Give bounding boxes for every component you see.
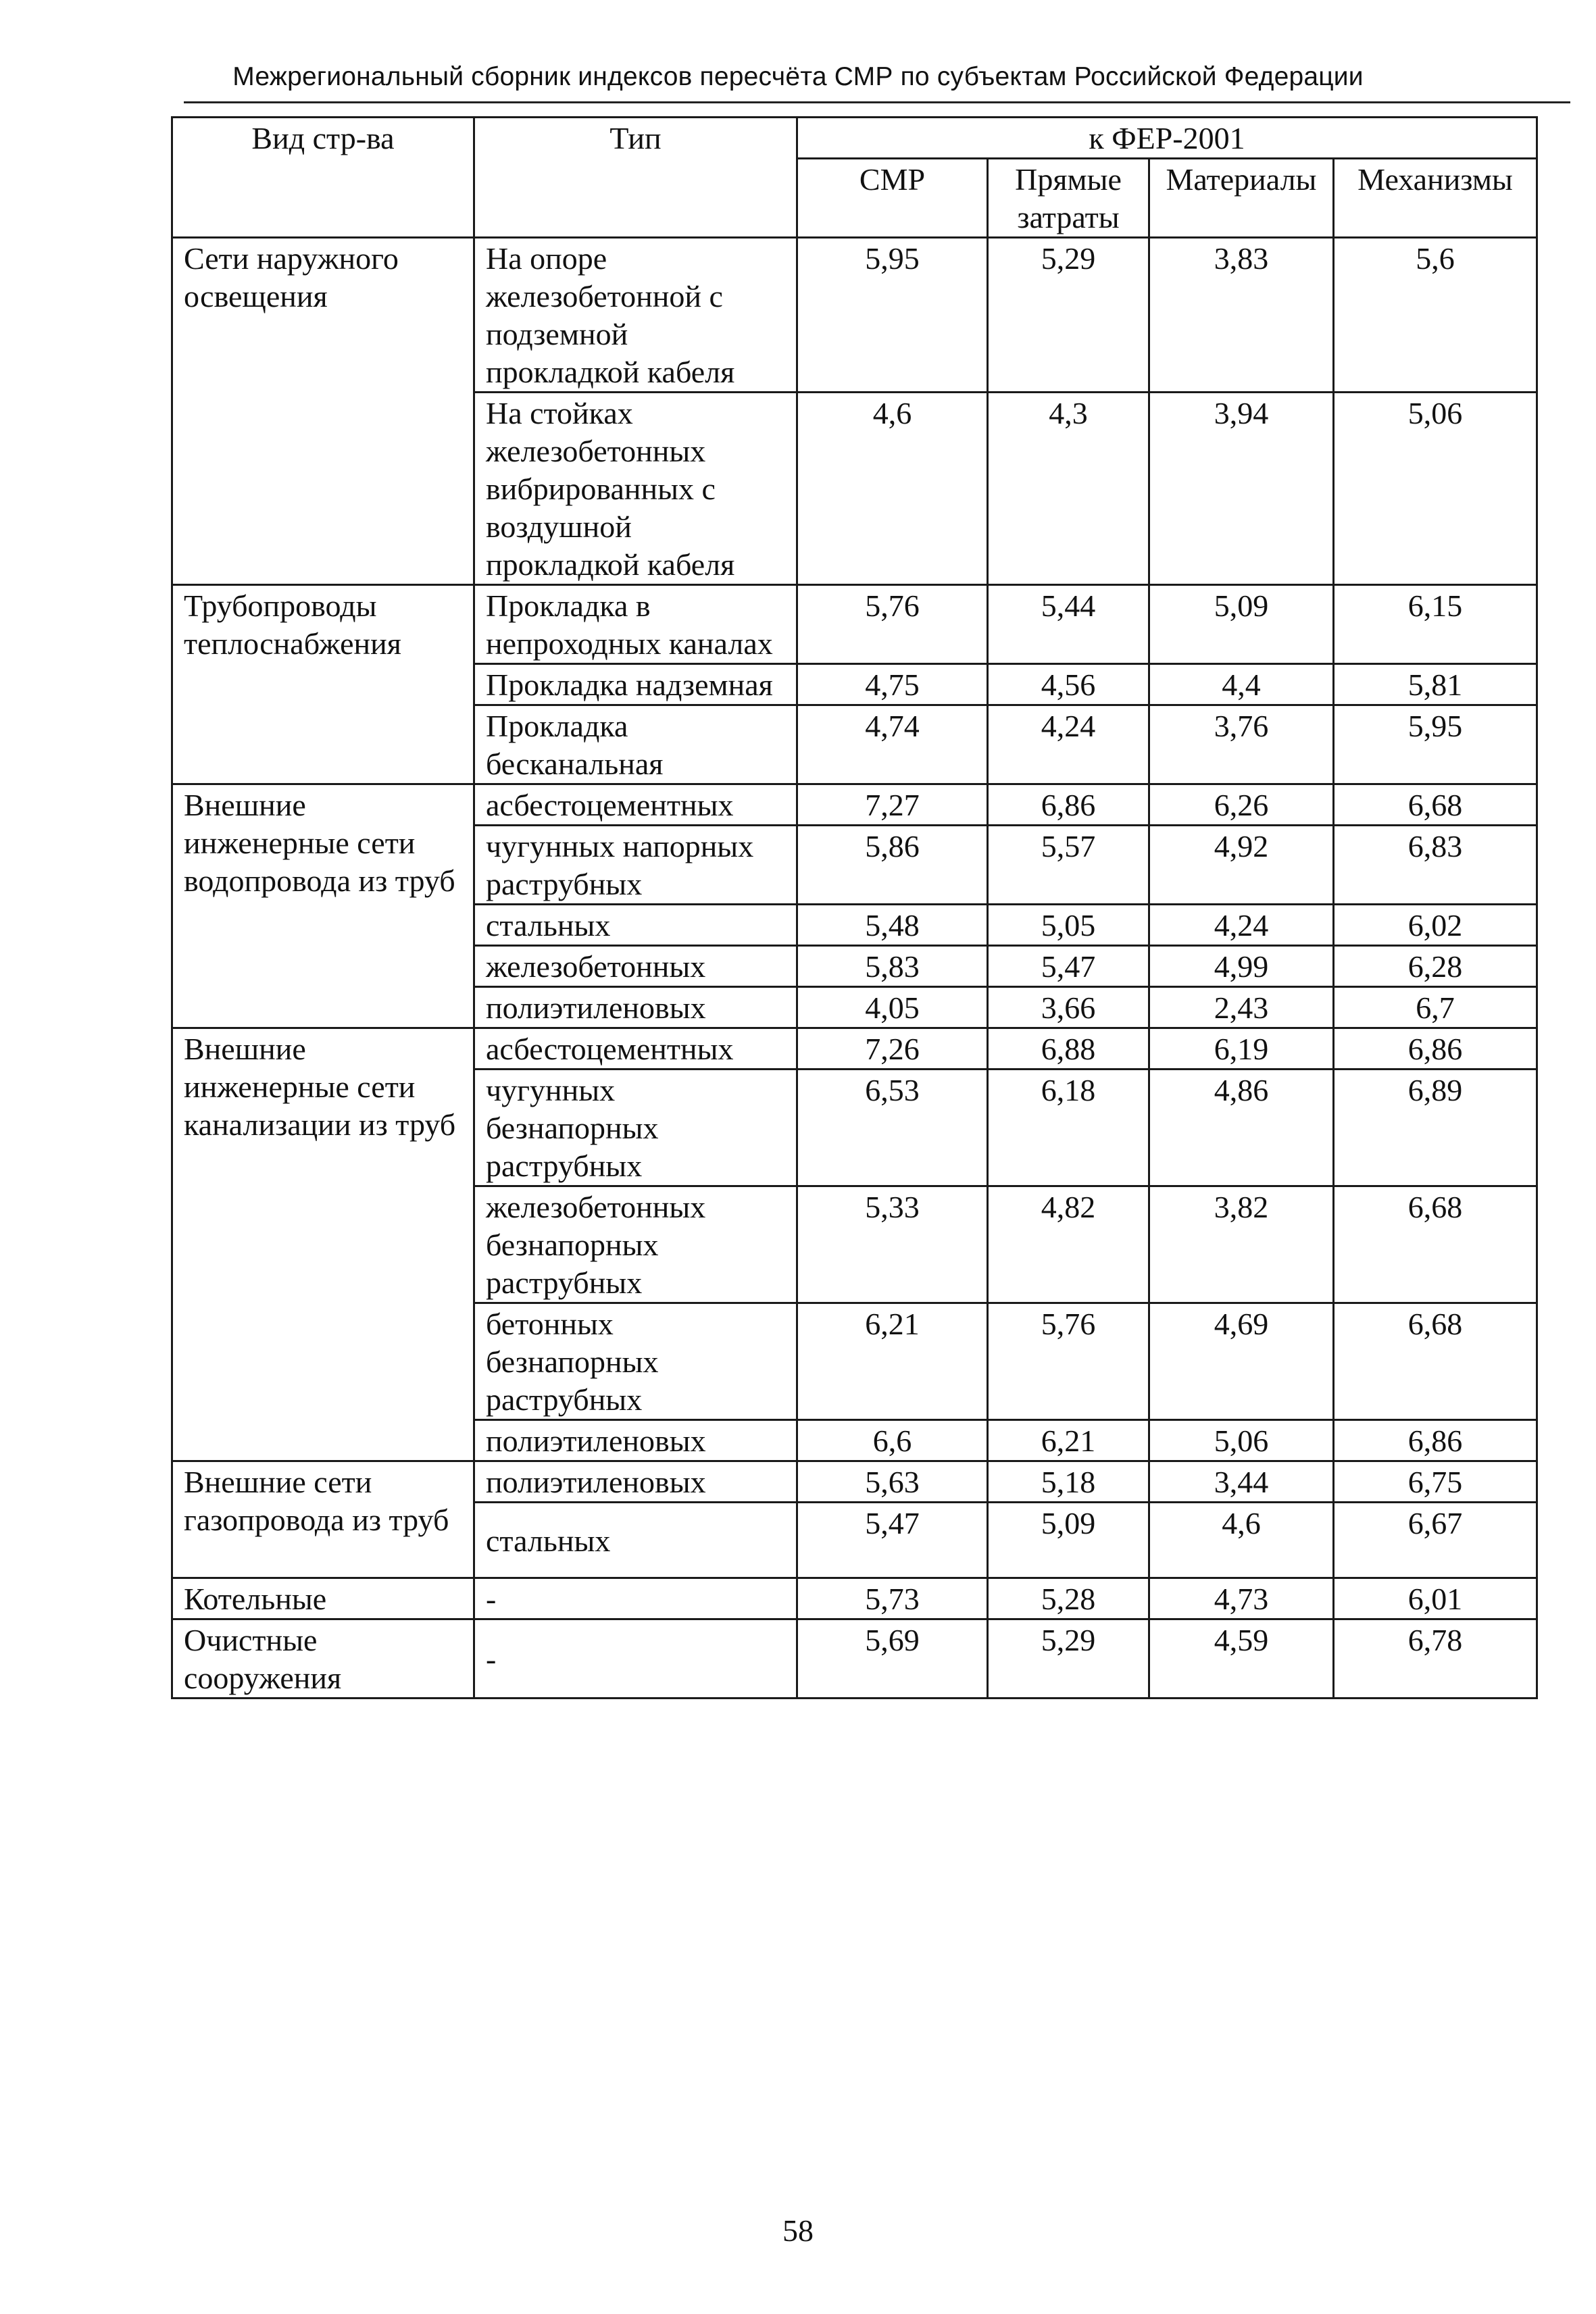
smr-cell: 5,73 bbox=[797, 1578, 988, 1619]
type-cell: чугунных безнапорных раструбных bbox=[474, 1070, 797, 1186]
machinery-cell: 6,67 bbox=[1334, 1503, 1537, 1578]
materials-cell: 3,83 bbox=[1149, 238, 1334, 393]
type-cell: стальных bbox=[474, 1503, 797, 1578]
direct-cell: 6,21 bbox=[988, 1420, 1149, 1461]
table-row bbox=[172, 1619, 1537, 1699]
group-label: Внешние сети газопровода из труб bbox=[172, 1461, 474, 1578]
type-cell: полиэтиленовых bbox=[474, 987, 797, 1028]
direct-cell: 4,56 bbox=[988, 664, 1149, 705]
smr-cell: 6,21 bbox=[797, 1303, 988, 1420]
group-label: Трубопроводы теплоснабжения bbox=[172, 585, 474, 784]
direct-cell: 5,47 bbox=[988, 946, 1149, 987]
type-cell: полиэтиленовых bbox=[474, 1420, 797, 1461]
machinery-cell: 6,02 bbox=[1334, 905, 1537, 946]
smr-cell: 4,74 bbox=[797, 705, 988, 784]
group-label: Сети наружного освещения bbox=[172, 238, 474, 585]
table-row bbox=[172, 585, 1537, 664]
machinery-cell: 6,86 bbox=[1334, 1420, 1537, 1461]
header-machinery: Механизмы bbox=[1334, 159, 1537, 238]
smr-cell: 5,86 bbox=[797, 826, 988, 905]
header-rule bbox=[184, 101, 1570, 103]
type-cell: - bbox=[474, 1578, 797, 1619]
header-group-fer: к ФЕР-2001 bbox=[797, 118, 1537, 159]
header-direct: Прямые затраты bbox=[988, 159, 1149, 238]
table-body bbox=[172, 238, 1537, 1699]
machinery-cell: 5,06 bbox=[1334, 393, 1537, 585]
machinery-cell: 6,68 bbox=[1334, 1303, 1537, 1420]
type-cell: бетонных безнапорных раструбных bbox=[474, 1303, 797, 1420]
smr-cell: 5,33 bbox=[797, 1186, 988, 1303]
direct-cell: 4,82 bbox=[988, 1186, 1149, 1303]
machinery-cell: 6,86 bbox=[1334, 1028, 1537, 1070]
type-cell: полиэтиленовых bbox=[474, 1461, 797, 1503]
materials-cell: 3,76 bbox=[1149, 705, 1334, 784]
direct-cell: 6,18 bbox=[988, 1070, 1149, 1186]
type-cell: железобетонных безнапорных раструбных bbox=[474, 1186, 797, 1303]
direct-cell: 5,44 bbox=[988, 585, 1149, 664]
materials-cell: 4,6 bbox=[1149, 1503, 1334, 1578]
smr-cell: 5,48 bbox=[797, 905, 988, 946]
type-cell: Прокладка бесканальная bbox=[474, 705, 797, 784]
header-row-top bbox=[172, 118, 1537, 159]
header-type: Тип bbox=[474, 118, 797, 238]
type-cell: Прокладка в непроходных каналах bbox=[474, 585, 797, 664]
smr-cell: 4,6 bbox=[797, 393, 988, 585]
machinery-cell: 6,83 bbox=[1334, 826, 1537, 905]
machinery-cell: 6,7 bbox=[1334, 987, 1537, 1028]
table-row bbox=[172, 238, 1537, 393]
type-cell: Прокладка надземная bbox=[474, 664, 797, 705]
direct-cell: 3,66 bbox=[988, 987, 1149, 1028]
machinery-cell: 6,68 bbox=[1334, 1186, 1537, 1303]
group-label: Котельные bbox=[172, 1578, 474, 1619]
materials-cell: 4,86 bbox=[1149, 1070, 1334, 1186]
direct-cell: 4,3 bbox=[988, 393, 1149, 585]
machinery-cell: 5,95 bbox=[1334, 705, 1537, 784]
group-label: Очистные сооружения bbox=[172, 1619, 474, 1699]
page-number: 58 bbox=[782, 2213, 814, 2248]
smr-cell: 5,63 bbox=[797, 1461, 988, 1503]
table-row bbox=[172, 1028, 1537, 1070]
direct-cell: 5,76 bbox=[988, 1303, 1149, 1420]
materials-cell: 4,92 bbox=[1149, 826, 1334, 905]
smr-cell: 5,47 bbox=[797, 1503, 988, 1578]
machinery-cell: 6,28 bbox=[1334, 946, 1537, 987]
table-row bbox=[172, 784, 1537, 826]
table-head bbox=[172, 118, 1537, 238]
header-materials: Материалы bbox=[1149, 159, 1334, 238]
table-row bbox=[172, 1578, 1537, 1619]
direct-cell: 5,09 bbox=[988, 1503, 1149, 1578]
type-cell: асбестоцементных bbox=[474, 784, 797, 826]
machinery-cell: 6,68 bbox=[1334, 784, 1537, 826]
materials-cell: 4,4 bbox=[1149, 664, 1334, 705]
machinery-cell: 6,15 bbox=[1334, 585, 1537, 664]
smr-cell: 4,75 bbox=[797, 664, 988, 705]
smr-cell: 7,27 bbox=[797, 784, 988, 826]
machinery-cell: 6,89 bbox=[1334, 1070, 1537, 1186]
direct-cell: 6,86 bbox=[988, 784, 1149, 826]
smr-cell: 5,83 bbox=[797, 946, 988, 987]
direct-cell: 5,05 bbox=[988, 905, 1149, 946]
materials-cell: 4,24 bbox=[1149, 905, 1334, 946]
materials-cell: 5,06 bbox=[1149, 1420, 1334, 1461]
type-cell: чугунных напорных раструбных bbox=[474, 826, 797, 905]
direct-cell: 5,28 bbox=[988, 1578, 1149, 1619]
materials-cell: 6,26 bbox=[1149, 784, 1334, 826]
smr-cell: 4,05 bbox=[797, 987, 988, 1028]
machinery-cell: 6,75 bbox=[1334, 1461, 1537, 1503]
direct-cell: 5,18 bbox=[988, 1461, 1149, 1503]
materials-cell: 6,19 bbox=[1149, 1028, 1334, 1070]
materials-cell: 4,69 bbox=[1149, 1303, 1334, 1420]
materials-cell: 5,09 bbox=[1149, 585, 1334, 664]
materials-cell: 3,94 bbox=[1149, 393, 1334, 585]
table-row bbox=[172, 1461, 1537, 1503]
materials-cell: 4,99 bbox=[1149, 946, 1334, 987]
materials-cell: 3,82 bbox=[1149, 1186, 1334, 1303]
smr-cell: 6,6 bbox=[797, 1420, 988, 1461]
machinery-cell: 5,6 bbox=[1334, 238, 1537, 393]
type-cell: стальных bbox=[474, 905, 797, 946]
type-cell: - bbox=[474, 1619, 797, 1699]
smr-cell: 7,26 bbox=[797, 1028, 988, 1070]
group-label: Внешние инженерные сети водопровода из труб bbox=[172, 784, 474, 1028]
direct-cell: 4,24 bbox=[988, 705, 1149, 784]
index-table bbox=[171, 116, 1538, 1699]
type-cell: асбестоцементных bbox=[474, 1028, 797, 1070]
smr-cell: 6,53 bbox=[797, 1070, 988, 1186]
materials-cell: 2,43 bbox=[1149, 987, 1334, 1028]
group-label: Внешние инженерные сети канализации из труб bbox=[172, 1028, 474, 1461]
type-cell: На стойках железобетонных вибрированных с воздушной прокладкой кабеля bbox=[474, 393, 797, 585]
running-header: Межрегиональный сборник индексов пересчёта СМР по субъектам Российской Федерации bbox=[232, 62, 1364, 91]
type-cell: железобетонных bbox=[474, 946, 797, 987]
direct-cell: 5,29 bbox=[988, 1619, 1149, 1699]
materials-cell: 4,59 bbox=[1149, 1619, 1334, 1699]
header-kind: Вид стр-ва bbox=[172, 118, 474, 238]
machinery-cell: 6,78 bbox=[1334, 1619, 1537, 1699]
smr-cell: 5,76 bbox=[797, 585, 988, 664]
direct-cell: 5,57 bbox=[988, 826, 1149, 905]
header-smr: СМР bbox=[797, 159, 988, 238]
type-cell: На опоре железобетонной с подземной прокладкой кабеля bbox=[474, 238, 797, 393]
direct-cell: 6,88 bbox=[988, 1028, 1149, 1070]
machinery-cell: 5,81 bbox=[1334, 664, 1537, 705]
smr-cell: 5,69 bbox=[797, 1619, 988, 1699]
machinery-cell: 6,01 bbox=[1334, 1578, 1537, 1619]
direct-cell: 5,29 bbox=[988, 238, 1149, 393]
materials-cell: 4,73 bbox=[1149, 1578, 1334, 1619]
smr-cell: 5,95 bbox=[797, 238, 988, 393]
materials-cell: 3,44 bbox=[1149, 1461, 1334, 1503]
